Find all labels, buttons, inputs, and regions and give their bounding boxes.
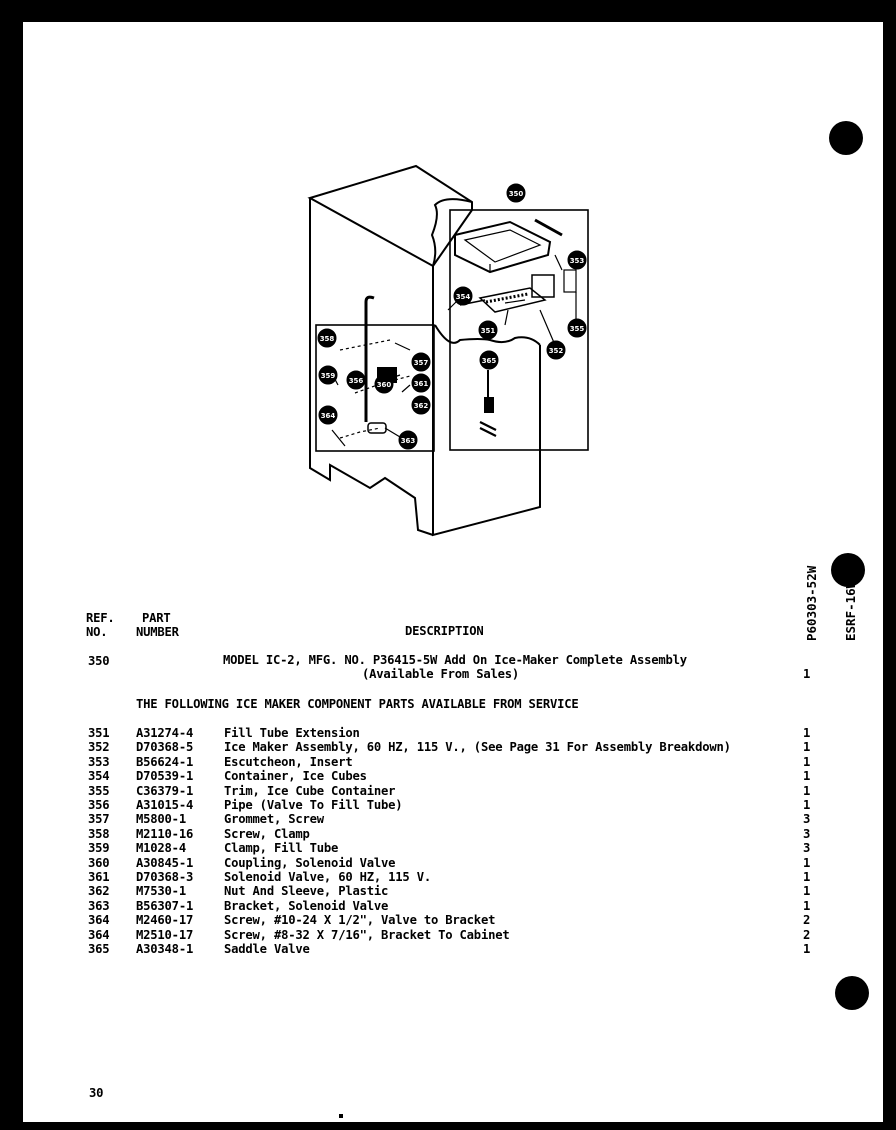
quantity: 1 (803, 855, 811, 870)
page-number: 30 (89, 1086, 104, 1100)
assembly-qty: 1 (803, 667, 811, 681)
assembly-description-line1: MODEL IC-2, MFG. NO. P36415-5W Add On Ice-Maker Complete Assembly (223, 653, 687, 667)
model-code-vertical (779, 566, 870, 641)
ref-no: 355 (88, 783, 110, 798)
description: Clamp, Fill Tube (224, 841, 339, 856)
ref-no: 353 (88, 754, 110, 769)
part-number: A31274-4 (136, 726, 194, 740)
svg-text:354: 354 (455, 293, 471, 301)
description: Solenoid Valve, 60 HZ, 115 V. (224, 870, 431, 884)
ref-no: 351 (88, 726, 110, 740)
description: Trim, Ice Cube Container (224, 783, 396, 798)
part-number: D70539-1 (136, 769, 194, 784)
part-number: A30348-1 (136, 942, 194, 956)
ref-no: 363 (88, 898, 110, 913)
svg-text:362: 362 (413, 402, 429, 410)
svg-text:356: 356 (348, 377, 364, 385)
part-number: D70368-3 (136, 870, 194, 884)
svg-text:358: 358 (319, 335, 335, 343)
description: Container, Ice Cubes (224, 769, 367, 784)
ref-no: 362 (88, 884, 110, 899)
part-number: M2110-16 (136, 826, 194, 841)
svg-text:365: 365 (481, 357, 497, 365)
ref-no: 360 (88, 855, 110, 870)
part-number: B56624-1 (136, 754, 194, 769)
part-number: M7530-1 (136, 884, 186, 899)
punch-hole-top (829, 121, 863, 155)
header-part-line1: PART (142, 611, 171, 625)
description: Ice Maker Assembly, 60 HZ, 115 V., (See Page 31 For Assembly Breakdown) (224, 740, 731, 755)
scan-speck (339, 1114, 343, 1118)
description: Grommet, Screw (224, 812, 324, 827)
part-number: M1028-4 (136, 841, 186, 856)
description: Bracket, Solenoid Valve (224, 898, 389, 913)
quantity: 1 (803, 783, 811, 798)
quantity: 3 (803, 841, 811, 856)
header-ref-line2: NO. (86, 625, 108, 639)
quantity: 1 (803, 754, 811, 769)
svg-text:361: 361 (413, 380, 429, 388)
header-part-line2: NUMBER (136, 625, 179, 639)
ref-no: 359 (88, 841, 110, 856)
svg-text:351: 351 (480, 327, 496, 335)
description: Fill Tube Extension (224, 726, 360, 740)
description: Coupling, Solenoid Valve (224, 855, 396, 870)
ref-no: 358 (88, 826, 110, 841)
quantity: 1 (803, 870, 811, 884)
quantity: 2 (803, 913, 811, 928)
part-number: M2460-17 (136, 913, 194, 928)
svg-text:364: 364 (320, 412, 336, 420)
part-number: M2510-17 (136, 927, 194, 942)
part-number: M5800-1 (136, 812, 186, 827)
svg-text:353: 353 (569, 257, 585, 265)
part-number: A31015-4 (136, 798, 194, 812)
description: Escutcheon, Insert (224, 754, 353, 769)
quantity: 3 (803, 826, 811, 841)
punch-hole-bottom (835, 976, 869, 1010)
svg-text:360: 360 (376, 381, 392, 389)
description: Screw, #10-24 X 1/2", Valve to Bracket (224, 913, 496, 928)
quantity: 1 (803, 740, 811, 755)
ref-no: 364 (88, 913, 110, 928)
section-heading: THE FOLLOWING ICE MAKER COMPONENT PARTS AVAILABLE FROM SERVICE (136, 697, 579, 711)
svg-text:355: 355 (569, 325, 585, 333)
ref-no: 361 (88, 870, 110, 884)
quantity: 1 (803, 726, 811, 740)
ref-no: 357 (88, 812, 110, 827)
part-number: D70368-5 (136, 740, 194, 755)
quantity: 2 (803, 927, 811, 942)
ref-no: 364 (88, 927, 110, 942)
description: Pipe (Valve To Fill Tube) (224, 798, 403, 812)
svg-text:363: 363 (400, 437, 416, 445)
svg-text:357: 357 (413, 359, 429, 367)
part-number: A30845-1 (136, 855, 194, 870)
svg-text:350: 350 (508, 190, 524, 198)
part-number: C36379-1 (136, 783, 194, 798)
model-code-line2: ESRF-16W (843, 580, 858, 641)
svg-text:352: 352 (548, 347, 564, 355)
quantity: 1 (803, 798, 811, 812)
quantity: 1 (803, 942, 811, 956)
ref-no: 352 (88, 740, 110, 755)
model-code-line1: P60303-52W (804, 565, 819, 641)
quantity: 3 (803, 812, 811, 827)
quantity: 1 (803, 769, 811, 784)
assembly-description-line2: (Available From Sales) (362, 667, 520, 681)
header-description: DESCRIPTION (405, 624, 484, 638)
assembly-ref: 350 (88, 654, 110, 668)
svg-text:359: 359 (320, 372, 336, 380)
description: Screw, Clamp (224, 826, 310, 841)
ref-no: 356 (88, 798, 110, 812)
quantity: 1 (803, 898, 811, 913)
description: Nut And Sleeve, Plastic (224, 884, 389, 899)
description: Saddle Valve (224, 942, 310, 956)
quantity: 1 (803, 884, 811, 899)
description: Screw, #8-32 X 7/16", Bracket To Cabinet (224, 927, 510, 942)
ref-no: 354 (88, 769, 110, 784)
ref-no: 365 (88, 942, 110, 956)
part-number: B56307-1 (136, 898, 194, 913)
header-ref-line1: REF. (86, 611, 115, 625)
